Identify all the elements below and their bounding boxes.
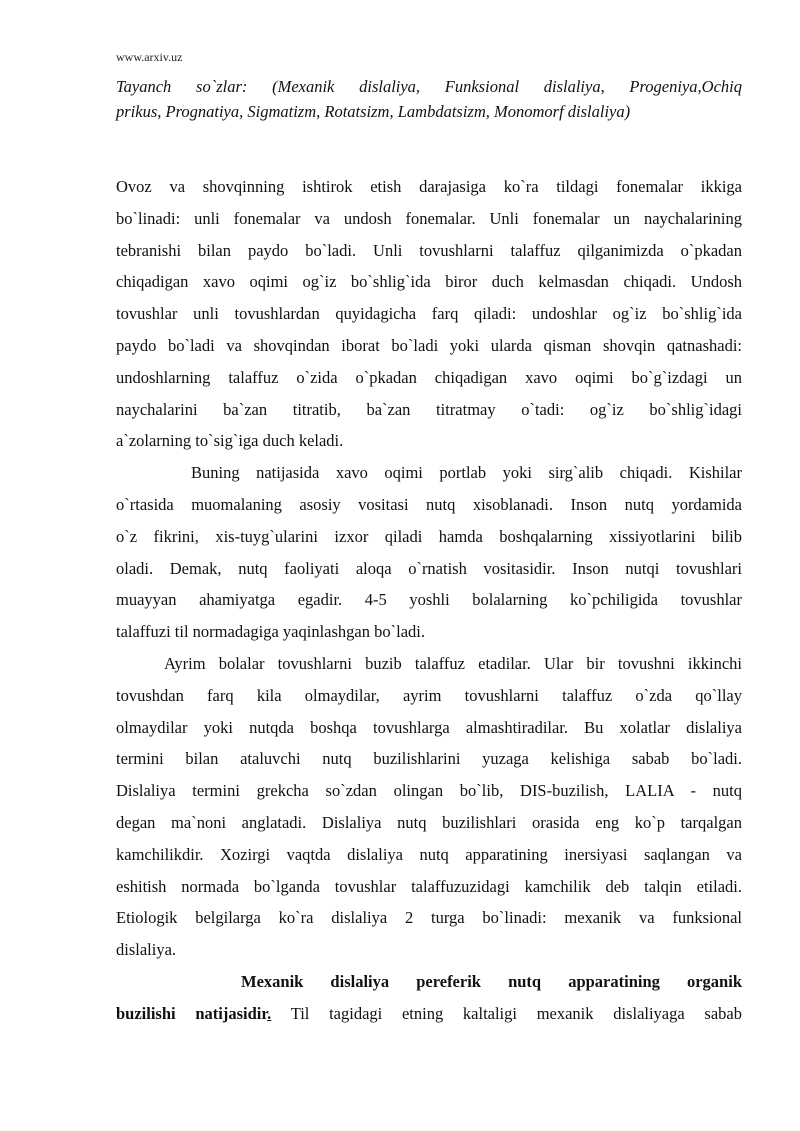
- text-line: undoshlarning talaffuz o`zida o`pkadan chiqadigan xavo oqimi bo`g`izdagi un: [116, 367, 742, 387]
- text-line: chiqadigan xavo oqimi og`iz bo`shlig`ida biror duch kelmasdan chiqadi. Undosh: [116, 272, 742, 292]
- text-line: Etiologik belgilarga ko`ra dislaliya 2 turga bo`linadi: mexanik va funksional: [116, 908, 742, 928]
- text-line: naychalarini ba`zan titratib, ba`zan titratmay o`tadi: og`iz bo`shlig`idagi: [116, 399, 742, 419]
- text-line: talaffuzi til normadagiga yaqinlashgan bo`ladi.: [116, 622, 425, 642]
- text-line: a`zolarning to`sig`iga duch keladi.: [116, 431, 344, 451]
- bold-phrase: buzilishi natijasidir: [116, 1003, 268, 1023]
- text-line: tebranishi bilan paydo bo`ladi. Unli tovushlarni talaffuz qilganimizda o`pkadan: [116, 240, 742, 260]
- text-line: o`z fikrini, xis-tuyg`ularini izxor qiladi hamda boshqalarning xissiyotlarini bilib: [116, 526, 742, 546]
- text-line: olmaydilar yoki nutqda boshqa tovushlarga almashtiradilar. Bu xolatlar dislaliya: [116, 717, 742, 737]
- text-line: paydo bo`ladi va shovqindan iborat bo`ladi yoki ularda qisman shovqin qatnashadi:: [116, 335, 742, 355]
- keywords-line: Tayanch so`zlar: (Mexanik dislaliya, Funksional dislaliya, Progeniya,Ochiq: [116, 77, 742, 96]
- text-line: tovushdan farq kila olmaydilar, ayrim tovushlarni talaffuz o`zda qo`llay: [116, 685, 742, 705]
- text-line: Ayrim bolalar tovushlarni buzib talaffuz etadilar. Ular bir tovushni ikkinchi: [164, 653, 742, 673]
- underlined-period: .: [267, 1003, 272, 1023]
- paragraph-4: [116, 966, 742, 1030]
- text-line-bold: Mexanik dislaliya pereferik nutq apparatining organik: [241, 971, 742, 991]
- text-line: eshitish normada bo`lganda tovushlar talaffuzuzidagi kamchilik deb talqin etiladi.: [116, 876, 742, 896]
- text-line: Buning natijasida xavo oqimi portlab yoki sirg`alib chiqadi. Kishilar: [191, 463, 742, 483]
- keywords-line: prikus, Prognatiya, Sigmatizm, Rotatsizm, Lambdatsizm, Monomorf dislaliya): [116, 102, 631, 121]
- keywords-block: [116, 74, 742, 124]
- text-line: o`rtasida muomalaning asosiy vositasi nutq xisoblanadi. Inson nutq yordamida: [116, 494, 742, 514]
- text-line: degan ma`noni anglatadi. Dislaliya nutq buzilishlari orasida eng ko`p tarqalgan: [116, 812, 742, 832]
- text-line: dislaliya.: [116, 940, 177, 960]
- paragraph-2: [116, 457, 742, 648]
- text-line: [116, 998, 742, 1030]
- text-line: muayyan ahamiyatga egadir. 4-5 yoshli bolalarning ko`pchiligida tovushlar: [116, 590, 742, 610]
- paragraph-3: [116, 648, 742, 966]
- text-line: Ovoz va shovqinning ishtirok etish darajasiga ko`ra tildagi fonemalar ikkiga: [116, 177, 742, 196]
- text-line: bo`linadi: unli fonemalar va undosh fonemalar. Unli fonemalar un naychalarining: [116, 208, 742, 228]
- text-line: tovushlar unli tovushlardan quyidagicha farq qiladi: undoshlar og`iz bo`shlig`ida: [116, 304, 742, 324]
- text-line: kamchilikdir. Xozirgi vaqtda dislaliya nutq apparatining inersiyasi saqlangan va: [116, 844, 742, 864]
- paragraph-1: [116, 171, 742, 457]
- text-line: termini bilan ataluvchi nutq buzilishlarini yuzaga kelishiga sabab bo`ladi.: [116, 749, 742, 769]
- text-line: Dislaliya termini grekcha so`zdan olingan bo`lib, DIS-buzilish, LALIA - nutq: [116, 781, 742, 801]
- text-line: oladi. Demak, nutq faoliyati aloqa o`rnatish vositasidir. Inson nutqi tovushlari: [116, 558, 742, 578]
- site-url: www.arxiv.uz: [116, 50, 183, 64]
- line-rest: Til tagidagi etning kaltaligi mexanik dislaliyaga sabab: [271, 1003, 742, 1023]
- body-text: [116, 171, 742, 1030]
